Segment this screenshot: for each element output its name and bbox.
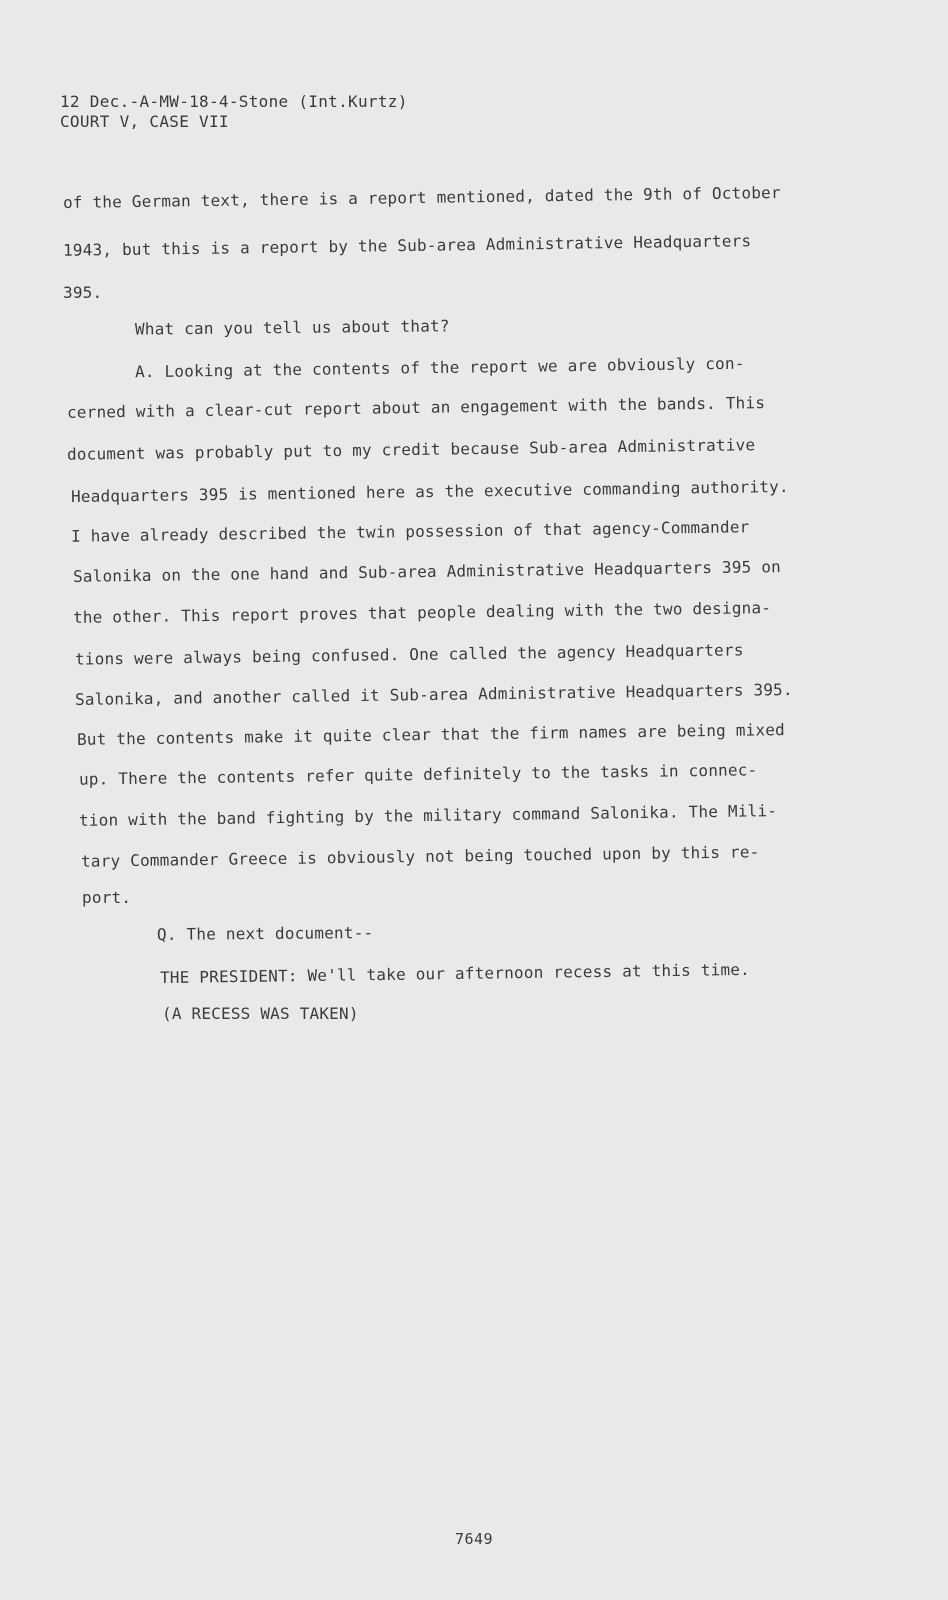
body-line: Salonika, and another called it Sub-area Administrative Headquarters 395. xyxy=(74,679,793,710)
body-line: 1943, but this is a report by the Sub-area Administrative Headquarters xyxy=(62,231,752,260)
header-line-1: 12 Dec.-A-MW-18-4-Stone (Int.Kurtz) xyxy=(60,92,408,111)
body-line: cerned with a clear-cut report about an engagement with the bands. This xyxy=(66,393,766,422)
page-number: 7649 xyxy=(454,1530,494,1548)
body-line: But the contents make it quite clear that the firm names are being mixed xyxy=(76,720,786,749)
body-line: document was probably put to my credit because Sub-area Administrative xyxy=(66,435,756,464)
body-line: I have already described the twin possession of that agency-Commander xyxy=(70,517,750,546)
body-line: What can you tell us about that? xyxy=(134,316,450,339)
header-line-2: COURT V, CASE VII xyxy=(60,112,229,131)
body-line: 395. xyxy=(63,283,103,302)
body-line: (A RECESS WAS TAKEN) xyxy=(162,1004,359,1023)
body-line: Headquarters 395 is mentioned here as the executive commanding authority. xyxy=(70,476,789,507)
body-line: of the German text, there is a report mentioned, dated the 9th of October xyxy=(62,182,781,213)
page-header xyxy=(60,92,408,132)
body-line: tions were always being confused. One called the agency Headquarters xyxy=(74,640,744,669)
body-line: A. Looking at the contents of the report we are obviously con- xyxy=(134,353,745,382)
body-line: tion with the band fighting by the military command Salonika. The Mili- xyxy=(78,801,778,830)
body-line: port. xyxy=(82,888,132,907)
body-line: up. There the contents refer quite definitely to the tasks in connec- xyxy=(78,760,758,789)
body-line: THE PRESIDENT: We'll take our afternoon recess at this time. xyxy=(159,959,751,988)
body-line: Salonika on the one hand and Sub-area Administrative Headquarters 395 on xyxy=(72,557,782,586)
body-line: Q. The next document-- xyxy=(156,923,374,944)
body-line: the other. This report proves that people dealing with the two designa- xyxy=(72,598,772,627)
body-line: tary Commander Greece is obviously not being touched upon by this re- xyxy=(80,842,760,871)
